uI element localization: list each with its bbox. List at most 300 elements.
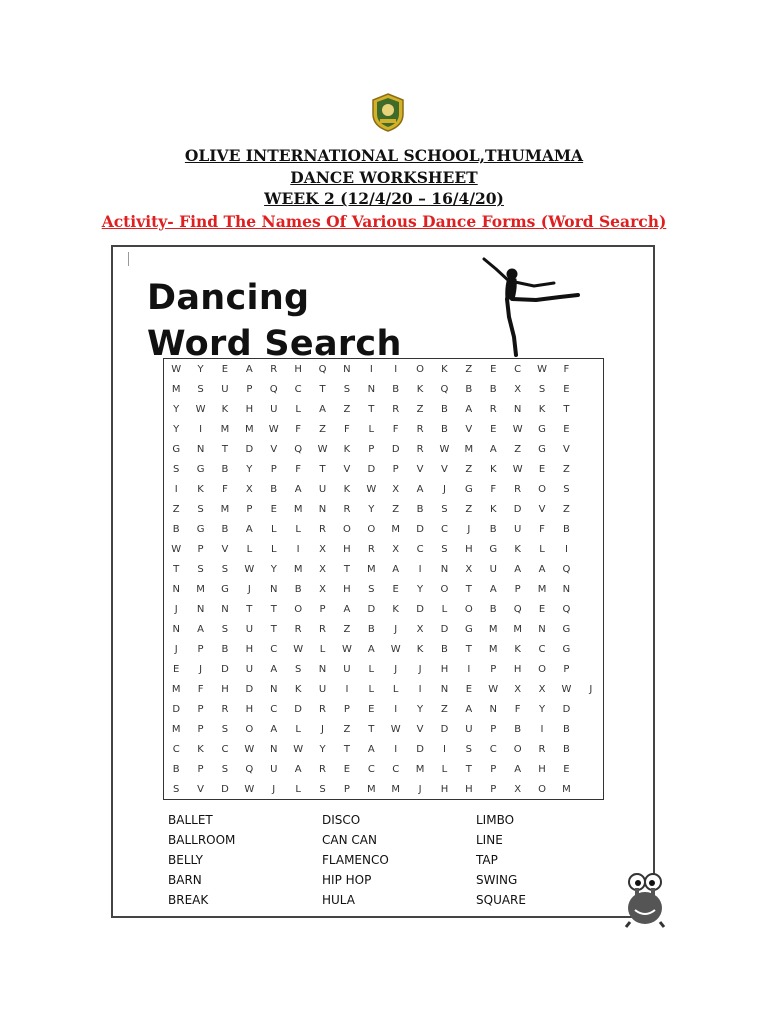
grid-letter: W	[244, 743, 255, 755]
grid-letter: D	[367, 463, 376, 475]
grid-letter: H	[245, 703, 254, 715]
grid-letter: T	[173, 563, 180, 575]
grid-letter	[579, 379, 603, 399]
grid-letter: U	[465, 723, 473, 735]
grid-letter: P	[270, 463, 277, 475]
grid-letter: G	[221, 583, 229, 595]
grid-letter: L	[295, 723, 301, 735]
grid-letter: Z	[441, 703, 448, 715]
grid-letter: I	[199, 423, 203, 435]
activity-instruction: Activity- Find The Names Of Various Dance Forms (Word Search)	[101, 212, 667, 231]
grid-letter: A	[416, 483, 424, 495]
grid-letter: O	[342, 523, 351, 535]
grid-letter: X	[538, 683, 546, 695]
grid-letter: R	[319, 523, 326, 535]
grid-letter: I	[174, 483, 178, 495]
grid-letter: N	[270, 583, 278, 595]
grid-letter: V	[465, 423, 473, 435]
grid-letter: O	[538, 783, 546, 795]
grid-letter: R	[538, 743, 546, 755]
grid-letter: C	[514, 363, 522, 375]
grid-letter: L	[295, 403, 301, 415]
grid-letter: M	[171, 723, 181, 735]
grid-letter: E	[563, 383, 570, 395]
grid-letter: I	[394, 363, 398, 375]
grid-letter: G	[538, 443, 546, 455]
grid-letter: D	[391, 443, 400, 455]
grid-letter: F	[514, 703, 521, 715]
grid-letter: R	[416, 443, 424, 455]
grid-letter: K	[221, 403, 229, 415]
grid-letter: K	[416, 383, 424, 395]
grid-letter: V	[221, 543, 229, 555]
grid-letter: S	[221, 623, 229, 635]
grid-letter: S	[221, 723, 229, 735]
grid-letter: I	[394, 743, 398, 755]
grid-letter: D	[416, 743, 424, 755]
grid-letter: M	[391, 523, 400, 535]
grid-letter: R	[270, 363, 278, 375]
grid-letter: K	[294, 683, 302, 695]
grid-letter: P	[343, 703, 350, 715]
grid-letter: L	[368, 663, 375, 675]
grid-letter: M	[488, 643, 498, 655]
grid-letter: L	[368, 683, 375, 695]
grid-letter: I	[345, 683, 349, 695]
grid-letter: M	[293, 563, 303, 575]
grid-letter: I	[296, 543, 300, 555]
grid-letter: B	[441, 423, 448, 435]
grid-letter	[579, 699, 603, 719]
grid-letter: Z	[172, 503, 180, 515]
puzzle-title-line2: Word Search	[147, 324, 402, 364]
grid-letter: B	[562, 723, 570, 735]
grid-letter: V	[416, 463, 424, 475]
grid-letter: F	[197, 683, 204, 695]
grid-letter: H	[294, 363, 302, 375]
grid-letter: S	[368, 583, 375, 595]
grid-letter: M	[171, 683, 181, 695]
grid-letter: X	[514, 383, 522, 395]
grid-letter: A	[245, 523, 253, 535]
grid-letter: P	[343, 783, 350, 795]
word-swing: SWING	[476, 873, 518, 887]
grid-letter: G	[196, 463, 205, 475]
grid-letter: Y	[173, 403, 180, 415]
grid-letter: B	[562, 523, 570, 535]
grid-letter: O	[538, 483, 546, 495]
grid-letter: E	[563, 763, 570, 775]
grid-letter: L	[392, 683, 399, 695]
grid-letter: J	[467, 523, 471, 535]
grid-letter: B	[392, 383, 400, 395]
grid-letter: D	[416, 523, 424, 535]
grid-letter: Z	[562, 503, 570, 515]
grid-letter: Y	[270, 563, 277, 575]
grid-letter: H	[440, 783, 449, 795]
grid-letter: T	[563, 403, 570, 415]
grid-letter: V	[441, 463, 448, 475]
grid-letter: Z	[562, 463, 570, 475]
grid-letter: A	[367, 643, 375, 655]
grid-letter: M	[513, 623, 522, 635]
grid-letter: Y	[197, 363, 204, 375]
grid-letter: A	[270, 723, 278, 735]
grid-letter: A	[294, 483, 302, 495]
grid-letter: P	[319, 603, 326, 615]
grid-letter: N	[270, 743, 278, 755]
grid-letter: B	[221, 643, 229, 655]
grid-letter: P	[246, 503, 253, 515]
grid-letter: R	[221, 703, 229, 715]
grid-letter: P	[490, 763, 497, 775]
grid-letter: Q	[318, 363, 327, 375]
grid-letter: G	[464, 623, 473, 635]
grid-letter: U	[318, 683, 327, 695]
grid-letter: E	[343, 763, 351, 775]
grid-letter: I	[442, 743, 446, 755]
grid-letter: P	[197, 643, 204, 655]
grid-letter: X	[319, 563, 326, 575]
grid-letter: U	[318, 483, 327, 495]
grid-letter: N	[221, 603, 229, 615]
grid-letter: Q	[269, 383, 278, 395]
ballerina-silhouette-icon	[478, 255, 582, 357]
grid-letter: D	[562, 703, 571, 715]
word-list-column-1	[168, 810, 235, 910]
grid-letter: A	[514, 763, 522, 775]
grid-letter: I	[394, 703, 398, 715]
grid-letter: H	[440, 663, 449, 675]
grid-letter: S	[197, 563, 204, 575]
grid-letter: M	[537, 583, 547, 595]
grid-letter: O	[513, 743, 522, 755]
grid-letter: X	[392, 543, 400, 555]
grid-letter: D	[440, 623, 449, 635]
grid-letter: H	[343, 583, 351, 595]
grid-letter: V	[562, 443, 570, 455]
grid-letter: O	[367, 523, 376, 535]
grid-letter: Y	[319, 743, 326, 755]
grid-letter: M	[171, 383, 181, 395]
grid-letter: D	[221, 783, 229, 795]
grid-letter: F	[295, 423, 302, 435]
grid-letter: S	[294, 663, 302, 675]
word-ballroom: BALLROOM	[168, 833, 236, 847]
grid-letter: M	[196, 583, 205, 595]
grid-letter: W	[512, 463, 523, 475]
grid-letter: G	[172, 443, 181, 455]
grid-letter: B	[465, 383, 473, 395]
word-list-column-3	[476, 810, 526, 910]
word-hula: HULA	[322, 893, 355, 907]
grid-letter: J	[589, 683, 593, 695]
grid-letter: G	[562, 643, 571, 655]
grid-letter: T	[465, 643, 472, 655]
word-limbo: LIMBO	[476, 813, 515, 827]
grid-letter: T	[270, 603, 277, 615]
grid-letter: X	[319, 583, 326, 595]
grid-letter: C	[270, 643, 278, 655]
grid-letter: E	[490, 363, 497, 375]
grid-letter: V	[416, 723, 424, 735]
grid-letter: N	[196, 443, 205, 455]
week-label: WEEK 2 (12/4/20 – 16/4/20)	[264, 189, 504, 208]
grid-letter: E	[221, 363, 229, 375]
grid-letter: P	[197, 723, 204, 735]
grid-letter: E	[173, 663, 180, 675]
grid-letter: A	[538, 563, 546, 575]
grid-letter: Z	[343, 623, 351, 635]
grid-letter: J	[247, 583, 251, 595]
grid-letter: B	[172, 523, 180, 535]
grid-letter: P	[197, 703, 204, 715]
grid-letter: Y	[538, 703, 546, 715]
grid-letter: N	[440, 683, 449, 695]
grid-letter: A	[294, 763, 302, 775]
grid-letter: R	[319, 763, 326, 775]
grid-letter: A	[489, 583, 497, 595]
grid-letter: T	[319, 383, 326, 395]
grid-letter: W	[195, 403, 206, 415]
grid-letter: R	[367, 543, 375, 555]
grid-letter: F	[295, 463, 302, 475]
grid-letter: N	[318, 663, 327, 675]
grid-letter	[579, 599, 603, 619]
grid-letter: H	[343, 543, 351, 555]
grid-letter: P	[392, 463, 399, 475]
grid-letter: L	[441, 603, 448, 615]
grid-letter: R	[294, 623, 302, 635]
grid-letter: D	[221, 663, 229, 675]
grid-letter: C	[392, 763, 400, 775]
grid-letter: A	[392, 563, 400, 575]
grid-letter: Q	[513, 603, 522, 615]
grid-letter: C	[440, 523, 448, 535]
grid-letter: K	[197, 483, 204, 495]
grid-letter: W	[244, 783, 255, 795]
grid-letter: K	[514, 543, 521, 555]
grid-letter: P	[246, 383, 253, 395]
grid-letter: C	[221, 743, 229, 755]
grid-letter: B	[489, 523, 497, 535]
grid-letter: Y	[368, 503, 375, 515]
grid-letter: W	[390, 723, 401, 735]
grid-letter: S	[465, 743, 473, 755]
grid-letter	[579, 619, 603, 639]
grid-letter: C	[172, 743, 180, 755]
grid-letter: H	[221, 683, 229, 695]
grid-letter: T	[465, 583, 472, 595]
grid-letter: H	[245, 403, 254, 415]
grid-letter: Z	[343, 723, 351, 735]
grid-letter: J	[174, 643, 178, 655]
grid-letter: K	[416, 643, 424, 655]
grid-letter: E	[465, 683, 473, 695]
grid-letter: T	[343, 743, 350, 755]
grid-letter: T	[465, 763, 472, 775]
grid-letter	[579, 439, 603, 459]
grid-letter: E	[270, 503, 277, 515]
word-disco: DISCO	[322, 813, 361, 827]
frame-mark	[128, 252, 129, 266]
grid-letter: K	[197, 743, 204, 755]
grid-letter: S	[197, 503, 204, 515]
grid-letter: B	[416, 503, 424, 515]
grid-letter: H	[465, 783, 473, 795]
grid-letter: B	[489, 603, 497, 615]
word-line: LINE	[476, 833, 503, 847]
grid-letter: Y	[417, 703, 424, 715]
grid-letter: Y	[417, 583, 424, 595]
grid-letter: X	[392, 483, 400, 495]
school-name: OLIVE INTERNATIONAL SCHOOL,THUMAMA	[184, 146, 584, 165]
grid-letter: Y	[246, 463, 253, 475]
grid-letter: A	[245, 363, 253, 375]
grid-letter: N	[196, 603, 205, 615]
grid-letter	[579, 519, 603, 539]
grid-letter: M	[293, 503, 303, 515]
word-belly: BELLY	[168, 853, 203, 867]
grid-letter: H	[245, 643, 254, 655]
grid-letter: T	[319, 463, 326, 475]
grid-letter: P	[563, 663, 570, 675]
grid-letter: U	[245, 663, 254, 675]
word-break: BREAK	[168, 893, 209, 907]
grid-letter: U	[270, 763, 278, 775]
grid-letter: X	[245, 483, 253, 495]
grid-letter: V	[343, 463, 351, 475]
grid-letter: S	[538, 383, 546, 395]
grid-letter: A	[489, 443, 497, 455]
grid-letter: M	[220, 423, 230, 435]
grid-letter: S	[319, 783, 326, 795]
grid-letter: N	[489, 703, 497, 715]
grid-letter: M	[415, 763, 425, 775]
grid-letter: Y	[173, 423, 180, 435]
grid-letter: O	[464, 603, 473, 615]
grid-letter: B	[441, 643, 448, 655]
grid-letter: R	[392, 403, 400, 415]
grid-letter: W	[341, 643, 352, 655]
grid-letter	[579, 579, 603, 599]
grid-letter: J	[394, 623, 398, 635]
grid-letter: T	[221, 443, 229, 455]
grid-letter: B	[489, 383, 497, 395]
grid-letter: K	[514, 643, 521, 655]
grid-letter: Q	[294, 443, 303, 455]
grid-letter: O	[294, 603, 303, 615]
puzzle-title-line1: Dancing	[147, 278, 310, 318]
grid-letter	[579, 739, 603, 759]
grid-letter: P	[490, 723, 497, 735]
grid-letter: S	[343, 383, 351, 395]
grid-letter: L	[295, 783, 301, 795]
grid-letter: D	[367, 603, 376, 615]
grid-letter	[579, 419, 603, 439]
grid-letter: W	[512, 423, 523, 435]
grid-letter: F	[490, 483, 497, 495]
grid-letter: O	[416, 363, 424, 375]
grid-letter: A	[343, 603, 351, 615]
grid-letter: A	[197, 623, 204, 635]
grid-letter	[579, 779, 603, 799]
grid-letter: N	[440, 563, 449, 575]
grid-letter: M	[391, 783, 400, 795]
grid-letter: X	[514, 783, 522, 795]
grid-letter: W	[171, 363, 182, 375]
grid-letter: N	[270, 683, 278, 695]
grid-letter: M	[220, 503, 230, 515]
grid-letter	[579, 639, 603, 659]
grid-letter: I	[369, 363, 373, 375]
grid-letter: X	[514, 683, 522, 695]
grid-letter: Z	[392, 503, 400, 515]
grid-letter: E	[563, 423, 570, 435]
grid-letter: E	[368, 703, 375, 715]
grid-letter: K	[343, 443, 351, 455]
grid-letter: A	[514, 563, 522, 575]
monster-mascot-icon	[620, 870, 670, 928]
grid-letter: K	[343, 483, 351, 495]
grid-letter: N	[538, 623, 546, 635]
grid-letter: L	[246, 543, 253, 555]
grid-letter: P	[490, 663, 497, 675]
grid-letter: T	[368, 403, 375, 415]
grid-letter: R	[319, 703, 326, 715]
grid-letter: W	[366, 483, 377, 495]
grid-letter: J	[199, 663, 203, 675]
grid-letter: J	[394, 663, 398, 675]
grid-letter: N	[562, 583, 571, 595]
grid-letter: D	[245, 443, 254, 455]
grid-letter: K	[489, 503, 497, 515]
grid-letter: X	[465, 563, 473, 575]
grid-letter: D	[294, 703, 302, 715]
grid-letter: D	[513, 503, 522, 515]
grid-letter: I	[540, 723, 544, 735]
grid-letter: C	[489, 743, 497, 755]
grid-letter: U	[270, 403, 278, 415]
grid-letter	[579, 539, 603, 559]
grid-letter: U	[513, 523, 522, 535]
grid-letter: L	[270, 543, 277, 555]
grid-letter: C	[416, 543, 424, 555]
grid-letter: B	[562, 743, 570, 755]
grid-letter: T	[343, 563, 350, 575]
grid-letter: S	[221, 563, 229, 575]
grid-letter: B	[270, 483, 278, 495]
grid-letter: Z	[465, 503, 473, 515]
word-list-column-2	[322, 810, 389, 910]
grid-letter: W	[293, 743, 304, 755]
worksheet-title: DANCE WORKSHEET	[290, 168, 478, 187]
grid-letter: V	[197, 783, 204, 795]
grid-letter: U	[245, 623, 254, 635]
grid-letter: Z	[514, 443, 522, 455]
grid-letter: U	[343, 663, 351, 675]
grid-letter: I	[564, 543, 568, 555]
grid-letter: R	[489, 403, 497, 415]
grid-letter	[579, 659, 603, 679]
grid-letter: X	[416, 623, 424, 635]
grid-letter	[579, 499, 603, 519]
grid-letter: B	[514, 723, 522, 735]
grid-letter: O	[538, 663, 546, 675]
grid-letter: R	[319, 623, 326, 635]
grid-letter: S	[173, 783, 180, 795]
grid-letter: E	[490, 423, 497, 435]
